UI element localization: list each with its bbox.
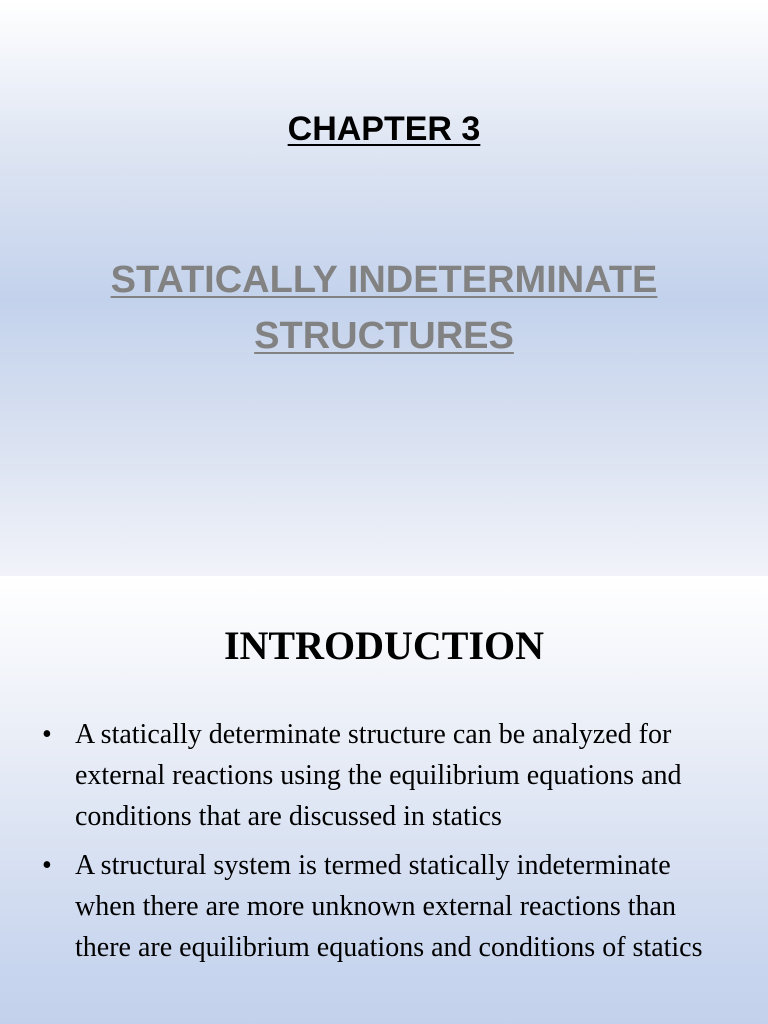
bullet-icon: • [42,850,52,881]
bullet-list [40,714,730,976]
bullet-text: A statically determinate structure can be analyzed for external reactions using the equilibrium equations and conditions that are discussed in statics [75,719,682,832]
slide-subtitle [40,252,728,364]
bullet-text: A structural system is termed statically indeterminate when there are more unknown external reactions than there are equilibrium equations and conditions of statics [75,850,703,963]
introduction-heading: INTRODUCTION [223,623,545,668]
subtitle-line-2: STRUCTURES [254,315,514,357]
subtitle-line-1: STATICALLY INDETERMINATE [110,259,658,301]
chapter-heading [0,110,768,149]
bullet-item [40,714,730,837]
bullet-item [40,845,730,968]
bullet-icon: • [42,719,52,750]
chapter-heading-text: CHAPTER 3 [287,110,481,148]
